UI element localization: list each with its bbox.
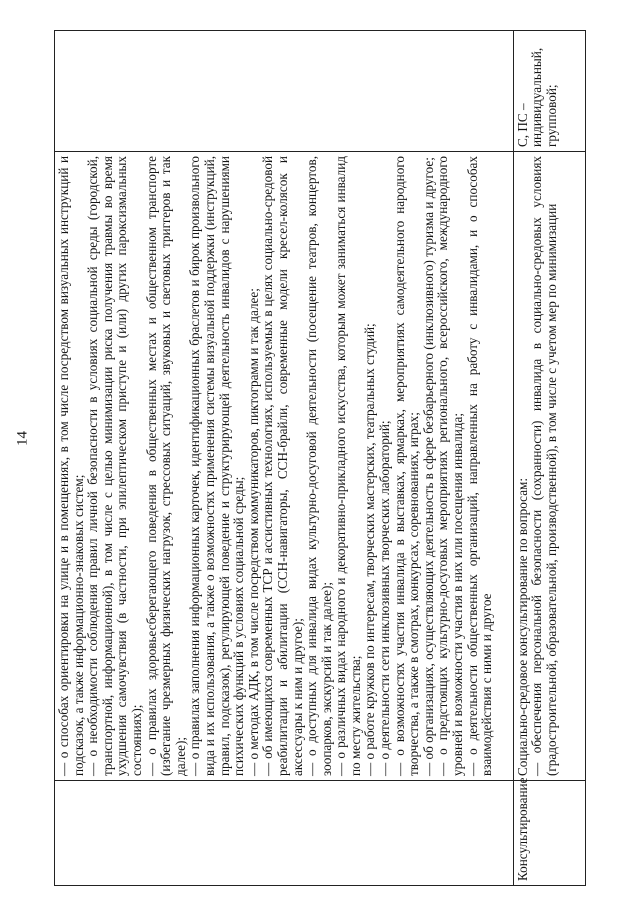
category-cell xyxy=(55,781,514,886)
description-paragraph: — обеспечения персональной безопасности (сохранности) инвалида в социально-средовых условиях (градостроительной, образовательной, производственной), в том числе с учетом мер по минимизации xyxy=(529,156,559,776)
description-paragraph: — о необходимости соблюдения правил личной безопасности в условиях социальной среды (городской, транспортной, информационной), в том числе с целью минимизации риска получения травмы во время ухудшения самочувствия (в частности, при эпилептическом приступе и (или) других пароксизмальных состояниях); xyxy=(85,156,144,776)
table-row xyxy=(55,31,514,886)
description-paragraph: — о правилах заполнения информационных карточек, идентификационных браслетов и бирок произвольного вида и их использования, а также о возможностях применения системы визуальной поддержки (инструкций, правил, подсказок), регулирующей поведение и структурирующей деятельность инвалидов с нарушениями психических функций в условиях социальной среды; xyxy=(187,156,247,776)
table-row xyxy=(513,31,585,886)
page-number: 14 xyxy=(14,431,31,446)
description-paragraph: — о работе кружков по интересам, творческих мастерских, театральных студий; xyxy=(362,323,378,776)
description-paragraph: — о способах ориентировки на улице и в помещениях, в том числе посредством визуальных инструкций и подсказок, а также информационно-знаковых систем; xyxy=(56,156,86,776)
description-paragraph: — о методах АДК, в том числе посредством коммуникаторов, пиктограмм и так далее; xyxy=(245,288,261,776)
note-cell: С, ПС – индивидуальный, групповой; xyxy=(513,31,585,152)
rotated-content xyxy=(54,30,586,886)
description-paragraph: — о возможностях участия инвалида в выставках, ярмарках, мероприятиях самодеятельного народного творчества, а также в смотрах, конкурсах, соревнованиях, играх; xyxy=(391,156,422,776)
category-cell: Консультирование xyxy=(513,781,585,886)
description-paragraph: — о деятельности сети инклюзивных творческих лабораторий; xyxy=(377,420,393,776)
description-paragraph: — об имеющихся современных ТСР и ассистивных технологиях, используемых в целях социально-средовой реабилитации и абилитации (ССН-навигаторы, ССН-брайли, современные модели кресел-колясок и аксессуары к ним и другое); xyxy=(260,156,305,776)
description-list xyxy=(57,156,495,776)
description-cell xyxy=(513,152,585,781)
description-paragraph: — о предстоящих культурно-досуговых мероприятиях регионального, всероссийского, международного уровней и возможности участия в них или посещения инвалида; xyxy=(435,156,466,776)
service-table xyxy=(54,30,586,886)
description-paragraph: — об организациях, осуществляющих деятельность в сфере безбарьерного (инклюзивного) туризма и другое; xyxy=(420,157,436,776)
description-paragraph: — о доступных для инвалида видах культурно-досуговой деятельности (посещение театров, концертов, зоопарков, экскурсий и так далее); xyxy=(304,156,334,776)
description-cell xyxy=(55,152,514,781)
description-list xyxy=(516,156,560,776)
description-paragraph: — о правилах здоровьесберегающего поведения в общественных местах и общественном транспорте (избегание чрезмерных физических нагрузок, стрессовых ситуаций, звуковых и световых триггеров и так далее); xyxy=(143,156,188,776)
description-paragraph: — о различных видах народного и декоративно-прикладного искусства, которым может заниматься инвалид по месту жительства; xyxy=(333,156,363,776)
note-cell xyxy=(55,31,514,152)
description-paragraph: — о деятельности общественных организаций, направленных на работу с инвалидами, и о способах взаимодействия с ними и другое xyxy=(464,156,495,776)
description-paragraph: Социально-средовое консультирование по вопросам: xyxy=(514,477,530,776)
